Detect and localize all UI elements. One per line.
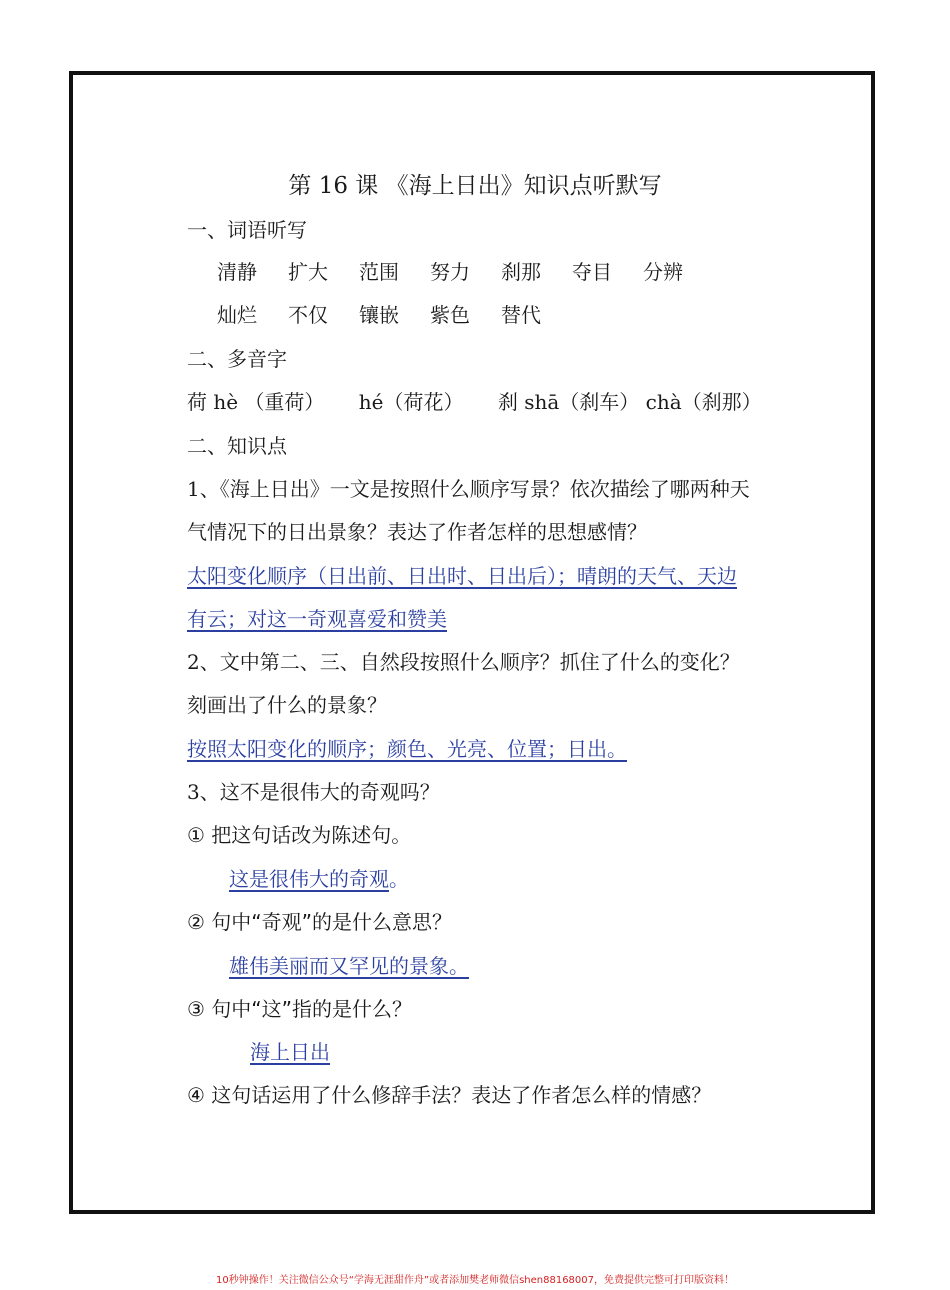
word-item: 替代 bbox=[501, 303, 541, 327]
word-item: 灿烂 bbox=[217, 303, 257, 327]
answer-3-sub-3: 海上日出 bbox=[250, 1040, 330, 1064]
question-3-sub-3: ③ 句中“这”指的是什么？ bbox=[187, 997, 413, 1021]
word-item: 夺目 bbox=[572, 260, 612, 284]
answer-3-sub-2: 雄伟美丽而又罕见的景象。 bbox=[229, 954, 469, 978]
polyphone-line: 荷 hè （重荷） hé（荷花） 刹 shā（刹车） chà（刹那） bbox=[187, 390, 762, 414]
word-item: 分辨 bbox=[643, 260, 683, 284]
word-item: 不仅 bbox=[288, 303, 328, 327]
word-item: 努力 bbox=[430, 260, 470, 284]
word-row-2 bbox=[217, 302, 572, 328]
question-2-line-1: 2、文中第二、三、自然段按照什么顺序？抓住了什么的变化？ bbox=[187, 650, 740, 674]
section-heading-knowledge: 二、知识点 bbox=[187, 434, 287, 458]
question-3-sub-2: ② 句中“奇观”的是什么意思？ bbox=[187, 910, 453, 934]
word-item: 扩大 bbox=[288, 260, 328, 284]
word-item: 清静 bbox=[217, 260, 257, 284]
word-item: 范围 bbox=[359, 260, 399, 284]
question-3-sub-1: ① 把这句话改为陈述句。 bbox=[187, 823, 412, 847]
answer-1-line-1: 太阳变化顺序（日出前、日出时、日出后）；晴朗的天气、天边 bbox=[187, 564, 737, 588]
question-3-sub-4: ④ 这句话运用了什么修辞手法？表达了作者怎么样的情感？ bbox=[187, 1083, 712, 1107]
question-1-line-1: 1、《海上日出》一文是按照什么顺序写景？依次描绘了哪两种天 bbox=[187, 477, 750, 501]
word-row-1 bbox=[217, 259, 714, 285]
question-1-line-2: 气情况下的日出景象？表达了作者怎样的思想感情？ bbox=[187, 520, 647, 544]
answer-1-line-2: 有云；对这一奇观喜爱和赞美 bbox=[187, 607, 447, 631]
answer-3-sub-1: 这是很伟大的奇观。 bbox=[229, 867, 409, 891]
section-heading-polyphone: 二、多音字 bbox=[187, 347, 287, 371]
answer-2: 按照太阳变化的顺序；颜色、光亮、位置；日出。 bbox=[187, 737, 627, 761]
question-2-line-2: 刻画出了什么的景象？ bbox=[187, 693, 387, 717]
footer-notice: 10秒钟操作！关注微信公众号“学海无涯甜作舟”或者添加樊老师微信shen88168007，免费提供完整可打印版资料！ bbox=[215, 1275, 735, 1286]
word-item: 刹那 bbox=[501, 260, 541, 284]
word-item: 镶嵌 bbox=[359, 303, 399, 327]
word-item: 紫色 bbox=[430, 303, 470, 327]
page-title: 第 16 课 《海上日出》知识点听默写 bbox=[288, 173, 662, 199]
question-3: 3、这不是很伟大的奇观吗？ bbox=[187, 780, 440, 804]
section-heading-vocab: 一、词语听写 bbox=[187, 218, 307, 242]
